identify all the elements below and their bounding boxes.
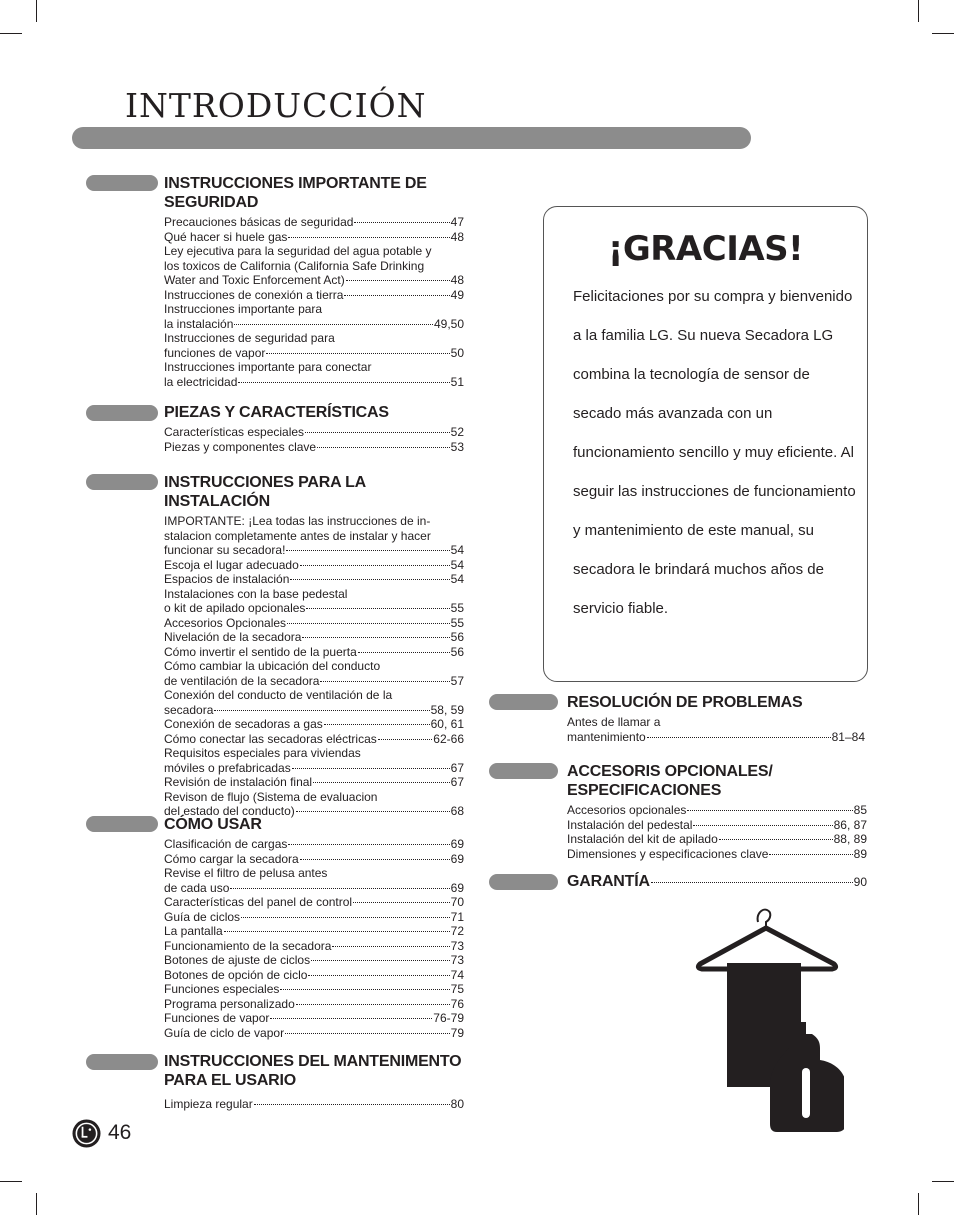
toc-entry-title: Dimensiones y especificaciones clave [567, 846, 769, 861]
dot-leader [214, 710, 429, 711]
toc-entry-page: 88, 89 [833, 832, 867, 846]
section-instalacion [164, 473, 464, 819]
dot-leader [241, 917, 450, 918]
dot-leader [302, 637, 449, 638]
toc-entry-title: Instalación del pedestal [567, 817, 693, 832]
toc-entry [164, 866, 464, 881]
dot-leader [296, 1004, 450, 1005]
toc-entry [164, 968, 464, 983]
toc-entry [164, 924, 464, 939]
toc-entry [164, 288, 464, 303]
toc-entry-page: 55 [450, 601, 464, 615]
toc-entry-page: 50 [450, 345, 464, 360]
toc-entry-title: Funciones de vapor [164, 1011, 270, 1025]
toc-entry-page: 86, 87 [833, 817, 867, 832]
toc-entry-title: Guía de ciclos [164, 909, 241, 924]
dot-leader [358, 652, 450, 653]
toc-entry-title: Nivelación de la secadora [164, 630, 302, 644]
toc-entry-title: Water and Toxic Enforcement Act) [164, 273, 345, 287]
dot-leader [287, 623, 450, 624]
toc-entry-page: 72 [450, 924, 464, 938]
toc-entry-title: o kit de apilado opcionales [164, 601, 306, 615]
section-heading: GARANTÍA [567, 873, 650, 890]
toc-entry-title: Características del panel de control [164, 895, 353, 909]
toc-entry-title: móviles o prefabricadas [164, 760, 291, 775]
dot-leader [224, 931, 450, 932]
section-mantenimiento [164, 1052, 464, 1112]
toc-entry [164, 543, 464, 558]
section-accesorios [567, 762, 867, 861]
toc-entry-page: 73 [450, 938, 464, 953]
dot-leader [313, 782, 450, 783]
toc-entry-page: 76-79 [433, 1011, 464, 1025]
crop-mark [932, 1181, 954, 1182]
toc-entry-page: 69 [450, 880, 464, 895]
toc-entry-title: Características especiales [164, 425, 305, 439]
dot-leader [311, 960, 450, 961]
dot-leader [288, 844, 449, 845]
dot-leader [719, 839, 833, 840]
toc-entry-title: Conexión de secadoras a gas [164, 717, 323, 731]
dot-leader [288, 237, 449, 238]
toc-entry [164, 616, 464, 631]
dot-leader [769, 854, 852, 855]
section-heading: PIEZAS Y CARACTERÍSTICAS [164, 404, 389, 421]
dot-leader [378, 739, 433, 740]
toc-entry-page: 69 [450, 851, 464, 866]
toc-entry [164, 302, 464, 317]
toc-entry-title: Instalación del kit de apilado [567, 832, 718, 846]
dot-leader [305, 432, 450, 433]
toc-entry-page: 71 [450, 909, 464, 924]
toc-entry [164, 601, 464, 616]
toc-entry-title: Limpieza regular [164, 1097, 253, 1111]
toc-entry-page: 80 [450, 1097, 464, 1111]
toc-entry-title: Ley ejecutiva para la seguridad del agua potable y [164, 244, 432, 258]
toc-entry-page: 48 [450, 229, 464, 244]
toc-entry [164, 837, 464, 852]
toc-entry-title: Botones de ajuste de ciclos [164, 953, 311, 967]
toc-entry-page: 55 [450, 615, 464, 630]
toc-entry [164, 717, 464, 732]
toc-entry [164, 317, 464, 332]
toc-entry-page: 69 [450, 837, 464, 851]
toc-entry-page: 79 [450, 1025, 464, 1040]
toc-entry [164, 587, 464, 602]
toc-entry-title: Instrucciones importante para [164, 302, 323, 316]
toc-entry-page: 54 [450, 557, 464, 572]
toc-entry-page: 76 [450, 996, 464, 1011]
toc-list [164, 1097, 464, 1112]
dot-leader [280, 989, 449, 990]
toc-entry-title: Botones de opción de ciclo [164, 967, 308, 982]
toc-list [567, 715, 865, 744]
dot-leader [687, 810, 852, 811]
toc-entry-title: stalacion completamente antes de instalar y hacer [164, 528, 431, 543]
dot-leader [353, 902, 450, 903]
toc-entry [164, 529, 464, 544]
section-pill [86, 816, 158, 832]
crop-mark [0, 33, 22, 34]
toc-entry-page: 81–84 [831, 729, 865, 744]
thanks-text: Felicitaciones por su compra y bienvenido a la familia LG. Su nueva Secadora LG combina la tecnología de sensor de secado más avanzada con un funcionamiento sencillo y muy eficiente. Al seguir las instrucciones de funcionamiento y mantenimiento de este manual, su secadora le brindará muchos años de servicio fiable. [573, 288, 856, 617]
toc-entry-title: Funcionamiento de la secadora [164, 938, 332, 953]
toc-entry-page: 49,50 [433, 316, 464, 331]
toc-entry-title: mantenimiento [567, 729, 646, 744]
toc-entry [567, 730, 865, 745]
section-heading: INSTRUCCIONES PARA LA INSTALACIÓN [164, 474, 366, 510]
section-garantia [567, 872, 867, 891]
toc-entry-title: Cómo cambiar la ubicación del conducto [164, 659, 381, 673]
toc-entry-title: secadora [164, 702, 214, 717]
dot-leader [292, 768, 450, 769]
dot-leader [300, 859, 450, 860]
toc-entry-title: Precauciones básicas de seguridad [164, 215, 354, 229]
toc-entry [164, 514, 464, 529]
dot-leader [290, 579, 449, 580]
dot-leader [308, 975, 449, 976]
toc-entry-title: Piezas y componentes clave [164, 439, 317, 454]
toc-entry-title: IMPORTANTE: ¡Lea todas las instrucciones de in- [164, 514, 431, 528]
section-pill [86, 474, 158, 490]
toc-entry [164, 775, 464, 790]
toc-entry-title: la instalación [164, 316, 234, 331]
toc-list [164, 215, 464, 389]
toc-entry-page: 89 [853, 846, 867, 861]
toc-entry [567, 832, 867, 847]
section-pill [86, 405, 158, 421]
toc-entry-title: del estado del conducto) [164, 804, 295, 818]
dot-leader [285, 1033, 450, 1034]
crop-mark [918, 0, 919, 22]
toc-entry-title: de cada uso [164, 880, 230, 895]
toc-entry [164, 659, 464, 674]
section-uso [164, 815, 464, 1040]
crop-mark [36, 0, 37, 22]
toc-entry [164, 953, 464, 968]
toc-entry-page: 58, 59 [430, 702, 464, 717]
dot-leader [254, 1104, 450, 1105]
dot-leader [270, 1018, 432, 1019]
dot-leader [693, 825, 832, 826]
toc-entry-title: Accesorios Opcionales [164, 615, 287, 630]
dot-leader [234, 324, 433, 325]
toc-entry-title: Cómo conectar las secadoras eléctricas [164, 731, 377, 746]
toc-entry-page: 49 [450, 287, 464, 302]
toc-entry-page: 54 [450, 572, 464, 586]
toc-entry [567, 818, 867, 833]
toc-entry [164, 688, 464, 703]
toc-entry-title: Revisión de instalación final [164, 775, 313, 789]
toc-entry-page: 53 [450, 439, 464, 454]
dot-leader [332, 946, 449, 947]
toc-entry-title: Accesorios opcionales [567, 803, 687, 817]
toc-entry-title: Instrucciones de seguridad para [164, 331, 335, 345]
toc-entry [164, 674, 464, 689]
toc-entry-title: la electricidad [164, 374, 238, 389]
toc-entry [164, 1026, 464, 1041]
toc-entry [164, 331, 464, 346]
section-pill [489, 694, 558, 710]
toc-entry [164, 558, 464, 573]
toc-entry [164, 244, 464, 259]
section-piezas [164, 403, 464, 454]
section-heading: RESOLUCIÓN DE PROBLEMAS [567, 694, 803, 711]
toc-list [567, 803, 867, 861]
toc-entry [164, 259, 464, 274]
toc-entry-page: 70 [450, 895, 464, 909]
toc-entry [164, 997, 464, 1012]
page-title: INTRODUCCIÓN [125, 86, 427, 125]
toc-entry-title: los toxicos de California (California Safe Drinking [164, 258, 425, 273]
toc-entry [164, 982, 464, 997]
dot-leader [306, 608, 449, 609]
section-heading: CÓMO USAR [164, 816, 262, 833]
toc-entry-title: Requisitos especiales para viviendas [164, 746, 361, 760]
toc-entry [164, 939, 464, 954]
toc-entry-page: 60, 61 [430, 717, 464, 731]
section-pill [489, 763, 558, 779]
toc-entry-title: Clasificación de cargas [164, 837, 288, 851]
toc-entry-title: Qué hacer si huele gas [164, 229, 288, 244]
dot-leader [300, 565, 450, 566]
toc-entry [164, 230, 464, 245]
toc-entry-title: Instrucciones de conexión a tierra [164, 287, 344, 302]
dot-leader [296, 811, 450, 812]
toc-entry-page: 54 [450, 543, 464, 557]
toc-entry-title: funciones de vapor [164, 345, 266, 360]
title-bar [72, 127, 751, 149]
toc-entry-title: Escoja el lugar adecuado [164, 557, 299, 572]
toc-entry-page: 52 [450, 425, 464, 439]
toc-entry-title: Revison de flujo (Sistema de evaluacion [164, 789, 378, 804]
toc-entry [164, 375, 464, 390]
thanks-title: ¡GRACIAS! [607, 229, 804, 269]
toc-entry-title: Instalaciones con la base pedestal [164, 586, 348, 601]
dot-leader [320, 681, 449, 682]
section-heading: INSTRUCCIONES IMPORTANTE DE SEGURIDAD [164, 175, 427, 211]
toc-list [164, 425, 464, 454]
toc-list [164, 514, 464, 819]
toc-entry [164, 572, 464, 587]
toc-entry [164, 645, 464, 660]
toc-entry [164, 346, 464, 361]
section-heading: ACCESORIS OPCIONALES/ ESPECIFICACIONES [567, 763, 773, 799]
dot-leader [266, 353, 449, 354]
toc-entry-page: 57 [450, 673, 464, 688]
crop-mark [932, 33, 954, 34]
toc-entry-title: La pantalla [164, 924, 223, 938]
toc-entry [164, 852, 464, 867]
dot-leader [354, 222, 449, 223]
lg-logo-icon [72, 1119, 101, 1148]
toc-entry-page: 48 [450, 273, 464, 287]
toc-entry-page: 75 [450, 982, 464, 996]
toc-entry-title: de ventilación de la secadora [164, 673, 320, 688]
toc-entry [164, 630, 464, 645]
toc-entry-title: Guía de ciclo de vapor [164, 1025, 285, 1040]
toc-entry-page: 56 [450, 644, 464, 659]
toc-entry-page: 51 [450, 374, 464, 389]
toc-entry-page: 56 [450, 630, 464, 644]
toc-entry [164, 1097, 464, 1112]
dot-leader [346, 280, 450, 281]
toc-entry [164, 360, 464, 375]
section-heading: INSTRUCCIONES DEL MANTENIMENTO PARA EL USARIO [164, 1053, 462, 1089]
section-pill [489, 874, 558, 890]
toc-entry [567, 847, 867, 862]
toc-entry-title: Cómo cargar la secadora [164, 851, 299, 866]
toc-entry-title: Programa personalizado [164, 996, 295, 1011]
dot-leader [238, 382, 449, 383]
toc-entry [164, 703, 464, 718]
toc-entry-page: 67 [450, 760, 464, 775]
toc-entry-page: 47 [450, 215, 464, 229]
toc-entry [164, 425, 464, 440]
toc-list [164, 837, 464, 1040]
toc-entry-title: Instrucciones importante para conectar [164, 360, 372, 374]
section-pill [86, 1054, 158, 1070]
section-seguridad [164, 174, 464, 389]
toc-entry [567, 803, 867, 818]
toc-entry-title: Antes de llamar a [567, 715, 661, 729]
toc-entry [164, 746, 464, 761]
thanks-box [543, 206, 868, 682]
toc-entry [164, 1011, 464, 1026]
toc-entry-page: 85 [853, 803, 867, 817]
page-ref: 90 [853, 875, 867, 889]
toc-entry [164, 790, 464, 805]
crop-mark [36, 1193, 37, 1215]
crop-mark [918, 1193, 919, 1215]
section-pill [86, 175, 158, 191]
toc-entry [164, 895, 464, 910]
toc-entry-page: 68 [450, 804, 464, 818]
dot-leader [230, 888, 449, 889]
dot-leader [324, 724, 430, 725]
toc-entry [164, 761, 464, 776]
toc-entry-title: Revise el filtro de pelusa antes [164, 866, 328, 880]
dot-leader [317, 447, 450, 448]
toc-entry-page: 67 [450, 775, 464, 789]
page-number: 46 [108, 1121, 132, 1144]
toc-entry-title: Funciones especiales [164, 982, 280, 996]
toc-entry [164, 440, 464, 455]
toc-entry-page: 74 [450, 967, 464, 982]
toc-entry [164, 273, 464, 288]
toc-entry [164, 910, 464, 925]
toc-entry-title: funcionar su secadora! [164, 543, 286, 557]
dot-leader [647, 737, 831, 738]
toc-entry [164, 881, 464, 896]
dot-leader [344, 295, 449, 296]
dot-leader [651, 882, 853, 883]
toc-entry [164, 732, 464, 747]
dot-leader [286, 550, 449, 551]
laundry-illustration-icon [694, 900, 844, 1132]
crop-mark [0, 1181, 22, 1182]
toc-entry-page: 62-66 [433, 731, 464, 746]
toc-entry-title: Espacios de instalación [164, 572, 290, 586]
toc-entry-title: Conexión del conducto de ventilación de la [164, 688, 393, 702]
toc-entry [164, 215, 464, 230]
toc-entry-page: 73 [450, 953, 464, 967]
toc-entry [567, 715, 865, 730]
toc-entry-title: Cómo invertir el sentido de la puerta [164, 644, 357, 659]
section-problemas [567, 693, 865, 744]
